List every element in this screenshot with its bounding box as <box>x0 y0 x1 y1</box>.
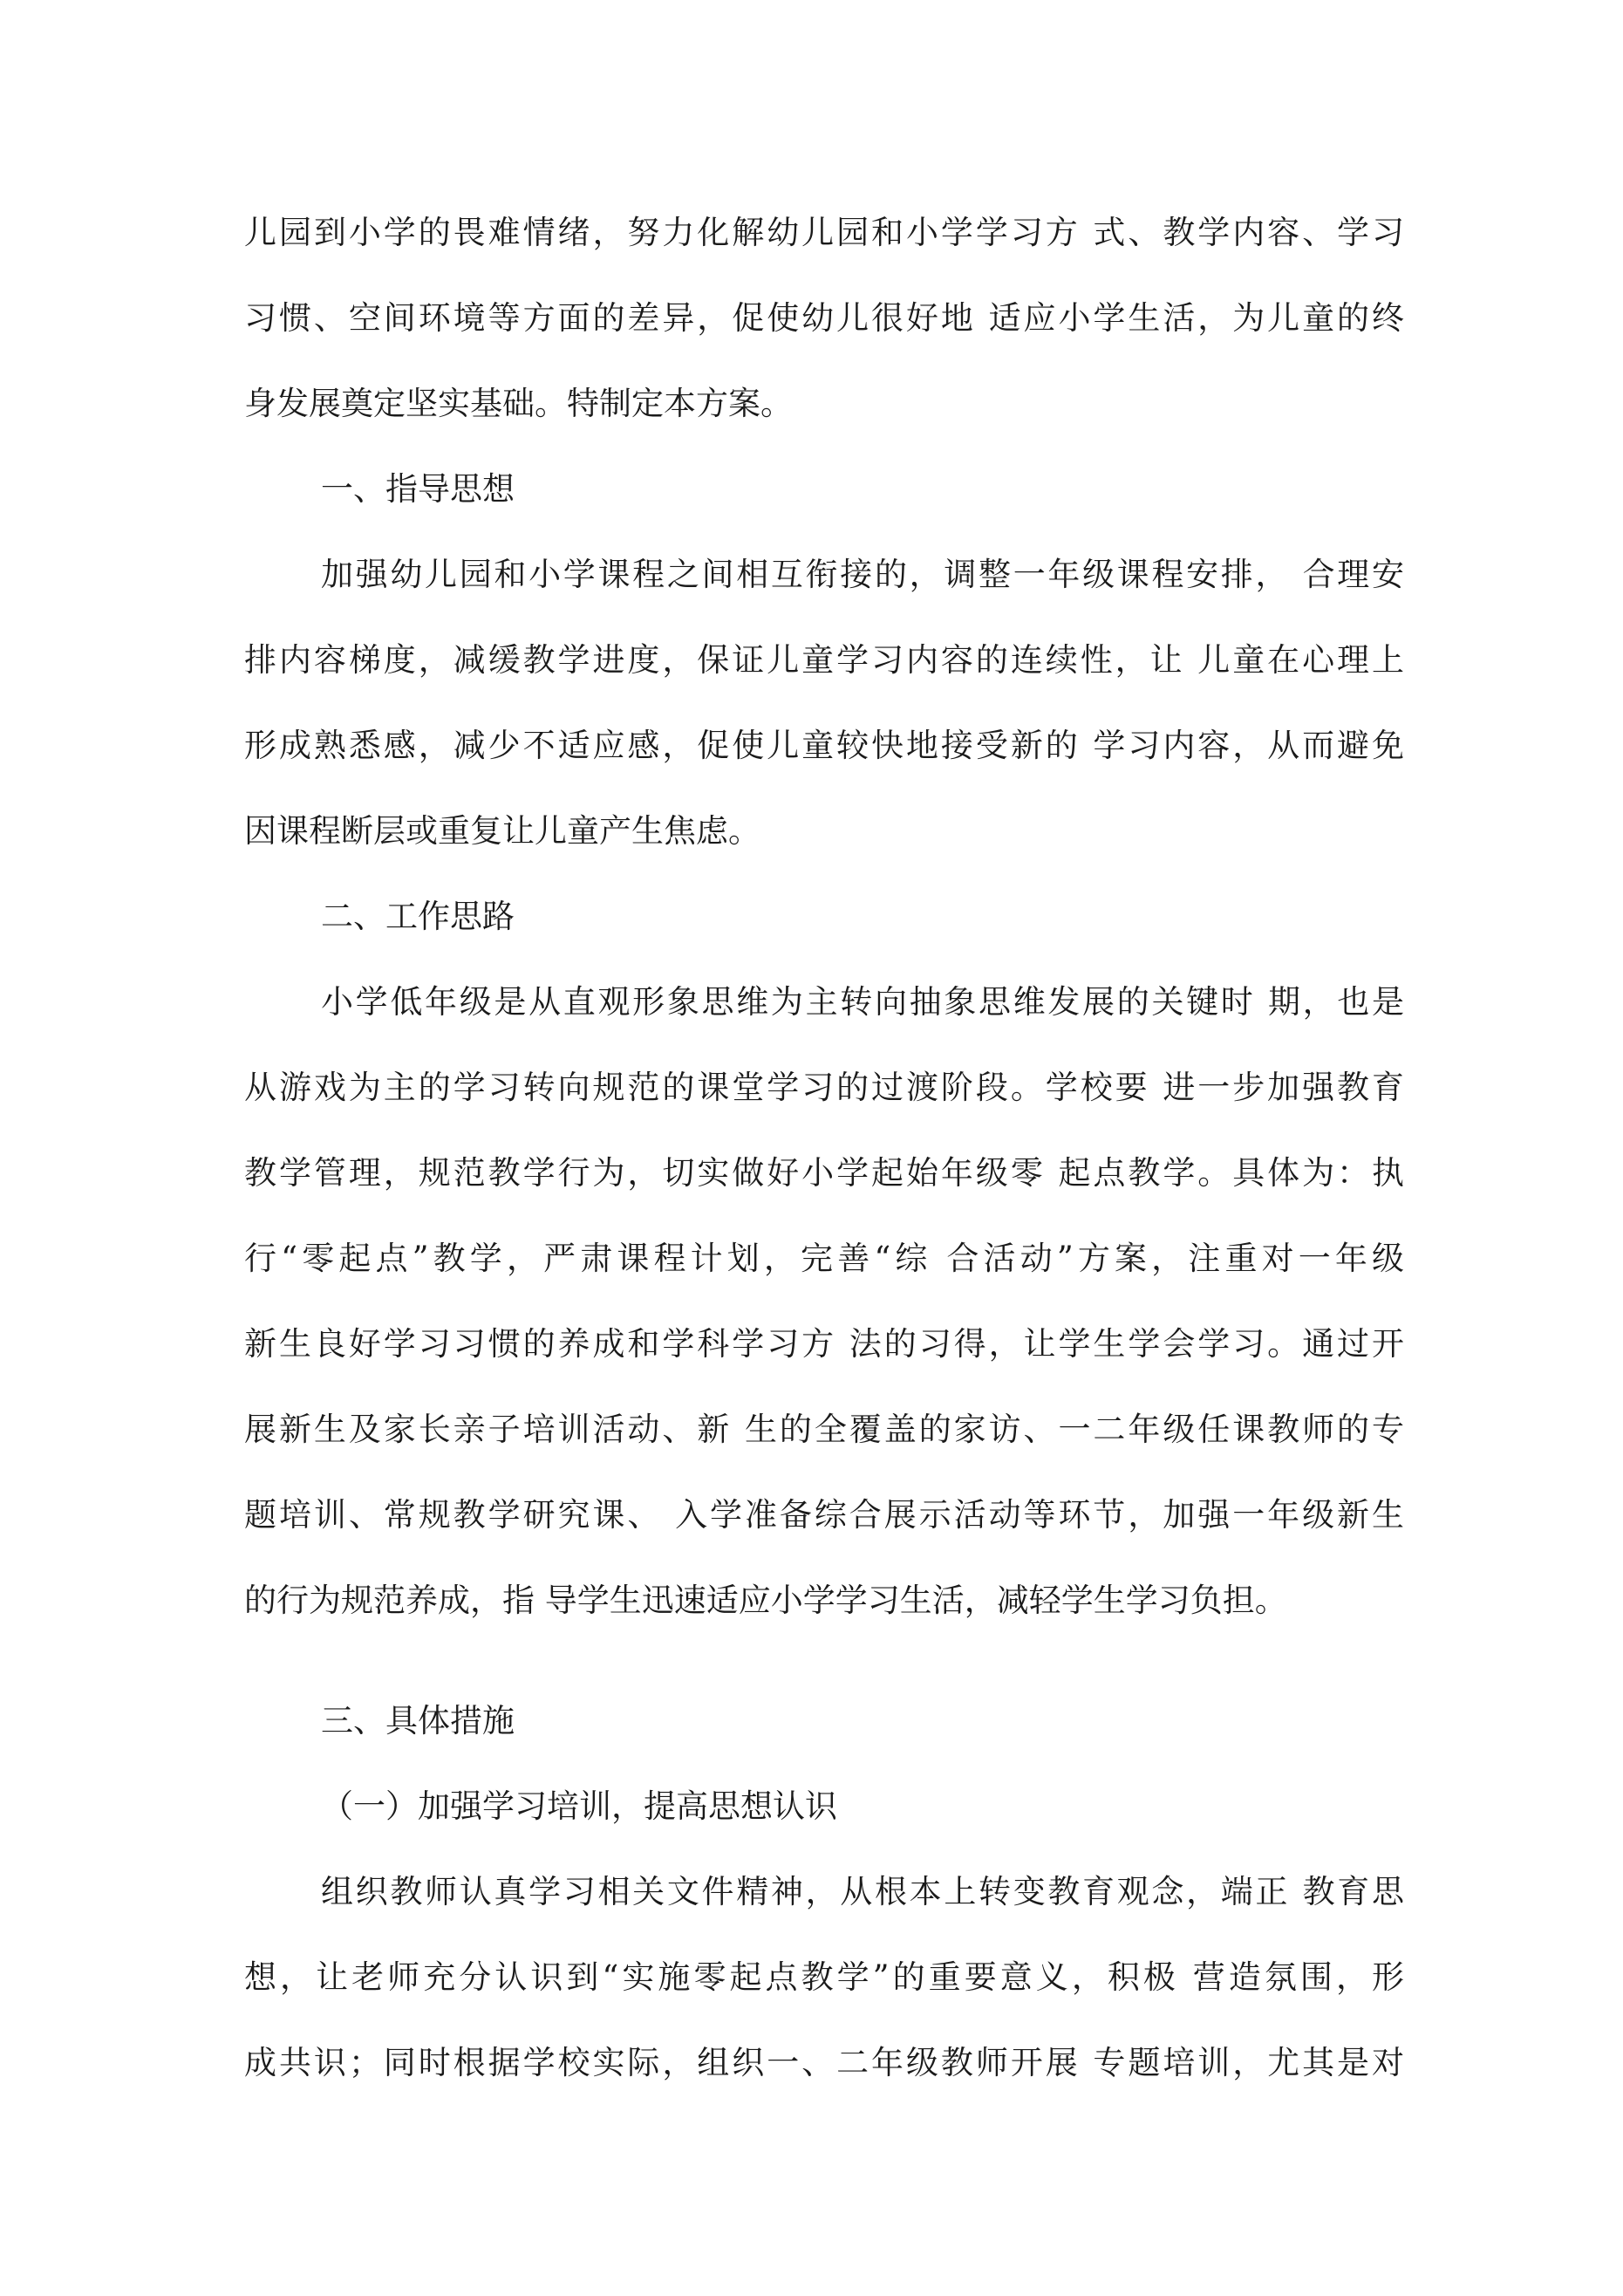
text-line: 形成熟悉感，减少不适应感，促使儿童较快地接受新的 学习内容，从而避免 <box>244 727 1404 764</box>
text-line: 从游戏为主的学习转向规范的课堂学习的过渡阶段。学校要 进一步加强教育 <box>244 1069 1404 1106</box>
spacer <box>244 1643 1404 1678</box>
text-line: 儿园到小学的畏难情绪，努力化解幼儿园和小学学习方 式、教学内容、学习 <box>244 214 1404 251</box>
paragraph-training <box>244 1849 1404 2106</box>
text-line: 的行为规范养成，指 导学生迅速适应小学学习生活，减轻学生学习负担。 <box>244 1582 1287 1619</box>
subsection-heading-training: （一）加强学习培训，提高思想认识 <box>321 1787 837 1825</box>
paragraph-intro <box>244 190 1404 447</box>
text-line: 想，让老师充分认识到“实施零起点教学”的重要意义，积极 营造氛围，形 <box>244 1958 1404 1996</box>
paragraph-work-approach <box>244 960 1404 1643</box>
text-line: 加强幼儿园和小学课程之间相互衔接的，调整一年级课程安排， 合理安 <box>321 556 1404 593</box>
text-line: 习惯、空间环境等方面的差异，促使幼儿很好地 适应小学生活，为儿童的终 <box>244 299 1404 337</box>
text-line: 因课程断层或重复让儿童产生焦虑。 <box>244 812 760 850</box>
text-line: 成共识；同时根据学校实际，组织一、二年级教师开展 专题培训，尤其是对 <box>244 2044 1404 2081</box>
section-heading-work-approach: 二、工作思路 <box>321 898 515 935</box>
text-line: 新生良好学习习惯的养成和学科学习方 法的习得，让学生学会学习。通过开 <box>244 1325 1404 1363</box>
text-line: 展新生及家长亲子培训活动、新 生的全覆盖的家访、一二年级任课教师的专 <box>244 1411 1404 1448</box>
text-line: 组织教师认真学习相关文件精神，从根本上转变教育观念，端正 教育思 <box>321 1873 1404 1910</box>
text-line: 小学低年级是从直观形象思维为主转向抽象思维发展的关键时 期，也是 <box>321 983 1404 1021</box>
paragraph-guiding-ideology <box>244 532 1404 874</box>
section-heading-guiding-ideology: 一、指导思想 <box>321 470 515 508</box>
document-body <box>244 190 1404 2106</box>
text-line: 身发展奠定坚实基础。特制定本方案。 <box>244 385 793 422</box>
text-line: 排内容梯度，减缓教学进度，保证儿童学习内容的连续性，让 儿童在心理上 <box>244 641 1404 679</box>
section-heading-specific-measures: 三、具体措施 <box>321 1702 515 1739</box>
text-line: 教学管理，规范教学行为，切实做好小学起始年级零 起点教学。具体为：执 <box>244 1154 1404 1192</box>
text-line: 题培训、常规教学研究课、 入学准备综合展示活动等环节，加强一年级新生 <box>244 1496 1404 1534</box>
text-line: 行“零起点”教学，严肃课程计划，完善“综 合活动”方案，注重对一年级 <box>244 1240 1404 1277</box>
